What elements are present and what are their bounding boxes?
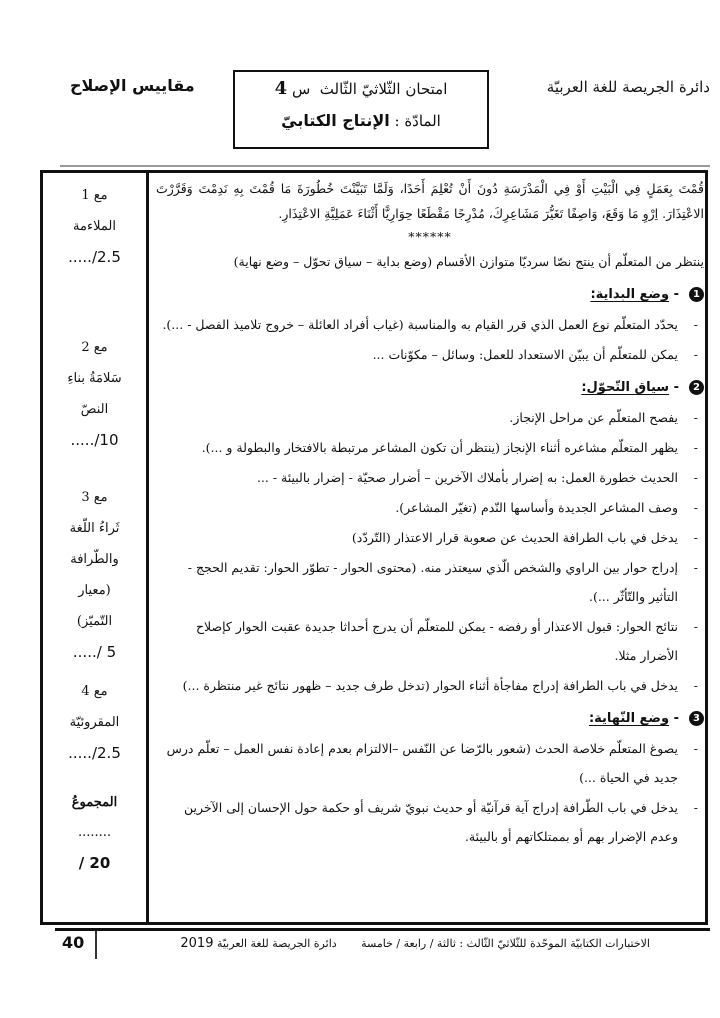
criterion-name: (معيار xyxy=(78,583,111,598)
section-heading-transition: 2- سياق التّحوّل: xyxy=(156,373,704,403)
list-item: - يدخل في باب الطّرافة إدراج آية قرآنيّة أو حديث نبويّ شريف أو حكمة حول الإحسان إلى الآخرين وعدم الإضرار بهم أو بممتلكاتهم أو بالبيئة. xyxy=(184,800,698,844)
criterion-score: 5 /..... xyxy=(72,643,117,661)
criterion-label: مع 1 xyxy=(81,188,108,203)
section-title: وضع النّهاية: xyxy=(588,711,670,726)
footer-year: 2019 xyxy=(180,936,214,951)
criterion-score: 2.5/..... xyxy=(68,744,121,762)
section-heading-beginning: 1- وضع البداية: xyxy=(156,280,704,310)
total-max: 20 / xyxy=(78,854,111,872)
list-item: - يظهر المتعلّم مشاعره أثناء الإنجاز (ينتظر أن تكون المشاعر مرتبطة بالافتخار والبطولة و ...). xyxy=(201,440,698,455)
criterion-2 xyxy=(43,332,146,456)
footer-text xyxy=(110,936,650,951)
criterion-label: مع 4 xyxy=(81,684,108,699)
criterion-4 xyxy=(43,676,146,769)
exam-title: امتحان الثّلاثيّ الثّالث xyxy=(319,80,448,98)
list-item: - يحدّد المتعلّم نوع العمل الذي قرر القيام به والمناسبة (غياب أفراد العائلة – خروج تلاميذ الفصل - ...). xyxy=(162,317,698,332)
list-item: - يدخل في باب الطرافة إدراج مفاجأة أثناء الحوار (تدخل طرف جديد – ظهور نتائج غير منتظرة ...) xyxy=(182,678,698,693)
footer-divider xyxy=(55,928,710,931)
list-item: - يفصح المتعلّم عن مراحل الإنجاز. xyxy=(509,410,698,425)
subject-label: المادّة : xyxy=(394,112,441,130)
exam-level-label: س xyxy=(291,80,311,98)
criterion-3 xyxy=(43,482,146,668)
criterion-name: الملاءمة xyxy=(73,219,116,234)
number-badge-icon: 2 xyxy=(689,380,704,395)
footer-exam-text: الاختبارات الكتابيّة الموحّدة للثّلاثيّ الثّالث : ثالثة / رابعة / خامسة xyxy=(361,937,650,950)
list-item: - يمكن للمتعلّم أن يبيّن الاستعداد للعمل: وسائل – مكوّنات ... xyxy=(372,347,698,362)
number-badge-icon: 1 xyxy=(689,287,704,302)
column-divider xyxy=(146,170,149,925)
section-heading-ending: 3- وضع النّهاية: xyxy=(156,704,704,734)
criterion-name: سَلامَةُ بناءِ xyxy=(67,371,122,386)
criterion-score: 2.5/..... xyxy=(68,248,121,266)
department-name: دائرة الجريصة للغة العربيّة xyxy=(546,78,710,96)
criterion-name: ثَراءُ اللّغة xyxy=(69,521,120,536)
correction-criteria-title: مقاييس الإصلاح xyxy=(70,76,195,95)
writing-prompt: قُمْتَ بِعَمَلٍ فِي الْبَيْتِ أَوْ فِي الْمَدْرَسَةِ دُونَ أَنْ تُعْلِمَ أَحَدًا، وَلَمَّا تَبَيَّنْتَ خُطُورَةَ مَا قُمْتَ بِهِ نَدِمْتَ وَقَرَّرْتَ الاعْتِذَارَ. اِرْوِ مَا وَقَعَ، وَاصِفًا تَغَيُّرَ مَشَاعِرِكَ، مُدْرِجًا مَقْطَعًا حِوَارِيًّا أَثْنَاءَ عَمَلِيَّةِ الاعْتِذَارِ. xyxy=(156,181,704,221)
list-item: - يدخل في باب الطرافة الحديث عن صعوبة قرار الاعتذار (التّردّد) xyxy=(351,530,698,545)
criterion-name: المقروئيّة xyxy=(69,715,120,730)
correction-content xyxy=(156,176,704,852)
section-title: سياق التّحوّل: xyxy=(581,380,670,395)
list-item: - يصوغ المتعلّم خلاصة الحدث (شعور بالرّضا عن النّفس –الالتزام بعدم إعادة نفس العمل – تعلّم درس جديد في الحياة ...) xyxy=(166,741,698,785)
exam-level: 4 xyxy=(274,78,288,99)
subject: الإنتاج الكتابيّ xyxy=(281,111,390,130)
expectation-text: ينتظر من المتعلّم أن ينتج نصّا سرديّا متوازن الأقسام (وضع بداية – سياق تحوّل – وضع نهاية) xyxy=(233,254,704,269)
header-divider xyxy=(60,165,710,167)
list-item: - إدراج حوار بين الراوي والشخص الّذي سيعتذر منه. (محتوى الحوار - تطوّر الحوار: تقديم الحجج - التأثير والتّأثّر ...). xyxy=(187,560,698,604)
criterion-label: مع 2 xyxy=(81,340,108,355)
criterion-name: النصّ xyxy=(80,402,109,417)
list-item: - وصف المشاعر الجديدة وأساسها النّدم (تغيّر المشاعر). xyxy=(395,500,698,515)
criterion-1 xyxy=(43,180,146,273)
criterion-label: مع 3 xyxy=(81,490,108,505)
list-item: - نتائج الحوار: قبول الاعتذار أو رفضه - يمكن للمتعلّم أن يدرج أحداثا جديدة عقبت الحوار كإصلاح الأضرار مثلا. xyxy=(195,619,698,663)
footer-department: دائرة الجريصة للغة العربيّة xyxy=(216,937,337,950)
separator: ****** xyxy=(408,229,452,244)
total-blank: ........ xyxy=(77,825,112,840)
footer-separator xyxy=(95,931,97,959)
exam-title-box xyxy=(233,70,489,149)
total-score xyxy=(43,788,146,878)
list-item: - الحديث خطورة العمل: به إضرار بأملاك الآخرين – أضرار صحيّة - إضرار بالبيئة - ... xyxy=(256,470,698,485)
section-title: وضع البداية: xyxy=(590,287,670,302)
total-label: المجموعُ xyxy=(71,795,118,810)
criterion-name: والطّرافة xyxy=(70,552,119,567)
page-number: 40 xyxy=(62,933,85,952)
number-badge-icon: 3 xyxy=(689,711,704,726)
criterion-score: 10/..... xyxy=(70,431,119,449)
criterion-name: التّميّز) xyxy=(76,614,113,629)
